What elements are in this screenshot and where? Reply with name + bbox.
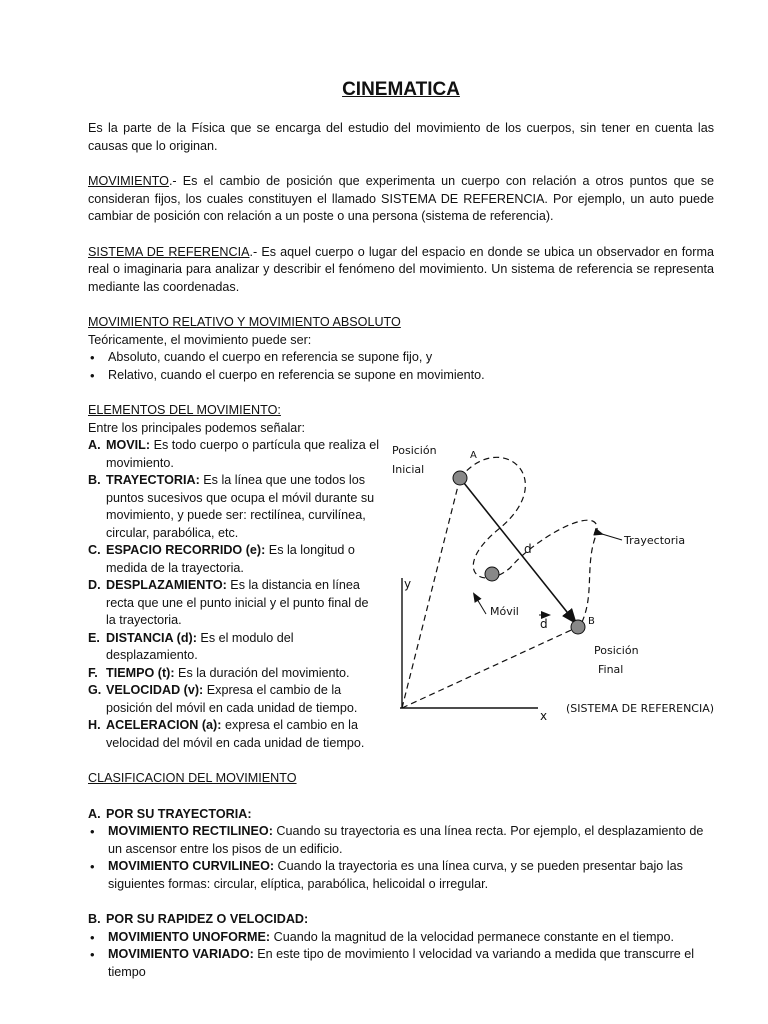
item-term: TRAYECTORIA:: [106, 473, 200, 487]
page-title: CINEMATICA: [342, 79, 460, 100]
group-a-list: [88, 823, 714, 893]
displacement-vector-label: d: [540, 617, 548, 631]
list-item: [88, 717, 380, 752]
item-marker: B.: [88, 473, 101, 487]
list-item: [88, 472, 380, 542]
sistema-term: SISTEMA DE REFERENCIA: [88, 244, 250, 259]
item-text: expresa el cambio en la velocidad del móvil en cada unidad de tiempo.: [106, 718, 365, 750]
clasificacion-group-b: [88, 911, 714, 981]
item-marker: F.: [88, 665, 98, 680]
item-term: MOVIL:: [106, 438, 151, 452]
final-position-label-2: Final: [598, 663, 624, 676]
point-b-ball: [571, 620, 585, 634]
item-text: En este tipo de movimiento l velocidad va variando a medida que transcurre el tiempo: [108, 947, 695, 979]
list-item: [88, 946, 714, 981]
item-text: Es el modulo del desplazamiento.: [106, 630, 294, 662]
item-text: Es la línea que une todos los puntos sucesivos que ocupa el móvil durante su movimiento, y puede ser: rectilínea, curvilínea, circular, parabólica, etc.: [106, 473, 375, 540]
item-text: Cuando la magnitud de la velocidad permanece constante en el tiempo.: [270, 929, 675, 944]
item-term: MOVIMIENTO CURVILINEO:: [108, 859, 275, 873]
list-item: [88, 437, 380, 472]
item-marker: E.: [88, 630, 100, 645]
item-text: Es todo cuerpo o partícula que realiza el movimiento.: [106, 438, 380, 470]
initial-position-label-1: Posición: [392, 444, 437, 457]
item-term: DESPLAZAMIENTO:: [106, 578, 227, 592]
item-text: Cuando su trayectoria es una línea recta. Por ejemplo, el desplazamiento de un ascensor entre los pisos de un edificio.: [108, 824, 704, 856]
item-marker: G.: [88, 683, 102, 697]
elementos-intro: Entre los principales podemos señalar:: [88, 420, 306, 435]
group-title: POR SU TRAYECTORIA:: [106, 806, 252, 821]
item-term: TIEMPO (t):: [106, 665, 175, 680]
item-term: DISTANCIA (d):: [106, 630, 197, 645]
item-marker: A.: [88, 438, 101, 452]
item-text: Expresa el cambio de la posición del móvil en cada unidad de tiempo.: [106, 683, 358, 715]
item-text: Es la longitud o medida de la trayectoria.: [106, 543, 355, 575]
relativo-list: [88, 349, 714, 384]
movil-label: Móvil: [490, 605, 519, 618]
point-a-ball: [453, 471, 467, 485]
item-term: ACELERACION (a):: [106, 718, 222, 732]
elementos-section: [88, 402, 714, 752]
movil-pointer: [474, 594, 486, 614]
initial-position-vector: [402, 478, 460, 708]
group-marker: A.: [88, 806, 101, 821]
item-term: MOVIMIENTO RECTILINEO:: [108, 824, 273, 838]
elementos-heading: ELEMENTOS DEL MOVIMIENTO:: [88, 403, 281, 417]
item-text: Es la distancia en línea recta que une el punto inicial y el punto final de la trayectoria.: [106, 578, 369, 627]
list-item: [88, 665, 380, 683]
group-title: POR SU RAPIDEZ O VELOCIDAD:: [106, 912, 309, 926]
reference-system-diagram: [390, 418, 726, 736]
distance-label: d: [524, 542, 532, 556]
reference-system-label: (SISTEMA DE REFERENCIA): [566, 702, 715, 715]
final-position-vector: [402, 626, 580, 708]
elementos-list: [88, 437, 380, 752]
item-marker: D.: [88, 578, 101, 592]
item-text: Es la duración del movimiento.: [174, 665, 350, 680]
item-marker: C.: [88, 543, 101, 557]
list-item: [88, 929, 714, 947]
relativo-intro: Teóricamente, el movimiento puede ser:: [88, 332, 312, 347]
group-marker: B.: [88, 912, 101, 926]
movimiento-text: .- Es el cambio de posición que experimenta un cuerpo con relación a otros puntos que se consideran fijos, los cuales constituyen el llamado SISTEMA DE REFERENCIA. Por ejemplo, un auto puede cambiar de posición con relación a un poste o una persona (sistema de referencia).: [88, 174, 714, 223]
list-item: [88, 823, 714, 858]
initial-position-label-2: Inicial: [392, 463, 425, 476]
sistema-text: .- Es aquel cuerpo o lugar del espacio en donde se ubica un observador en forma real o imaginaria para analizar y describir el fenómeno del movimiento. Un sistema de referencia se representa mediante las coordenadas.: [88, 244, 714, 294]
clasificacion-group-a: [88, 806, 714, 894]
list-item: [88, 542, 380, 577]
item-term: VELOCIDAD (v):: [106, 683, 204, 697]
trajectory-label: Trayectoria: [624, 534, 686, 547]
item-text: Cuando la trayectoria es una línea curva, y se pueden presentar bajo las siguientes formas: circular, elíptica, parabólica, helicoidal o irregular.: [108, 859, 683, 891]
clasificacion-heading: CLASIFICACION DEL MOVIMIENTO: [88, 771, 297, 785]
item-term: ESPACIO RECORRIDO (e):: [106, 543, 266, 557]
relativo-heading: MOVIMIENTO RELATIVO Y MOVIMIENTO ABSOLUTO: [88, 315, 401, 329]
y-axis-label: y: [404, 577, 412, 591]
movimiento-term: MOVIMIENTO: [88, 174, 169, 188]
list-item: • Relativo, cuando el cuerpo en referencia se supone en movimiento.: [88, 367, 714, 385]
displacement-arrow: [460, 478, 575, 622]
point-b-label: B: [588, 616, 595, 627]
list-item: • Absoluto, cuando el cuerpo en referencia se supone fijo, y: [88, 349, 714, 367]
group-heading: [88, 806, 714, 824]
list-item: [88, 682, 380, 717]
sistema-paragraph: [88, 244, 714, 297]
list-item: [88, 630, 380, 665]
intro-paragraph: Es la parte de la Física que se encarga del estudio del movimiento de los cuerpos, sin tener en cuenta las causas que lo originan.: [88, 121, 714, 153]
item-marker: H.: [88, 718, 101, 732]
movil-ball: [485, 567, 499, 581]
item-term: MOVIMIENTO UNOFORME:: [108, 929, 271, 944]
document-page: [88, 78, 714, 981]
list-item: [88, 577, 380, 630]
x-axis-label: x: [540, 709, 548, 723]
movimiento-paragraph: [88, 173, 714, 226]
group-heading: [88, 911, 714, 929]
trajectory-pointer: [602, 534, 622, 540]
group-b-list: [88, 929, 714, 982]
point-a-label: A: [470, 450, 477, 461]
item-term: MOVIMIENTO VARIADO:: [108, 947, 254, 961]
final-position-label-1: Posición: [594, 644, 639, 657]
list-item: [88, 858, 714, 893]
